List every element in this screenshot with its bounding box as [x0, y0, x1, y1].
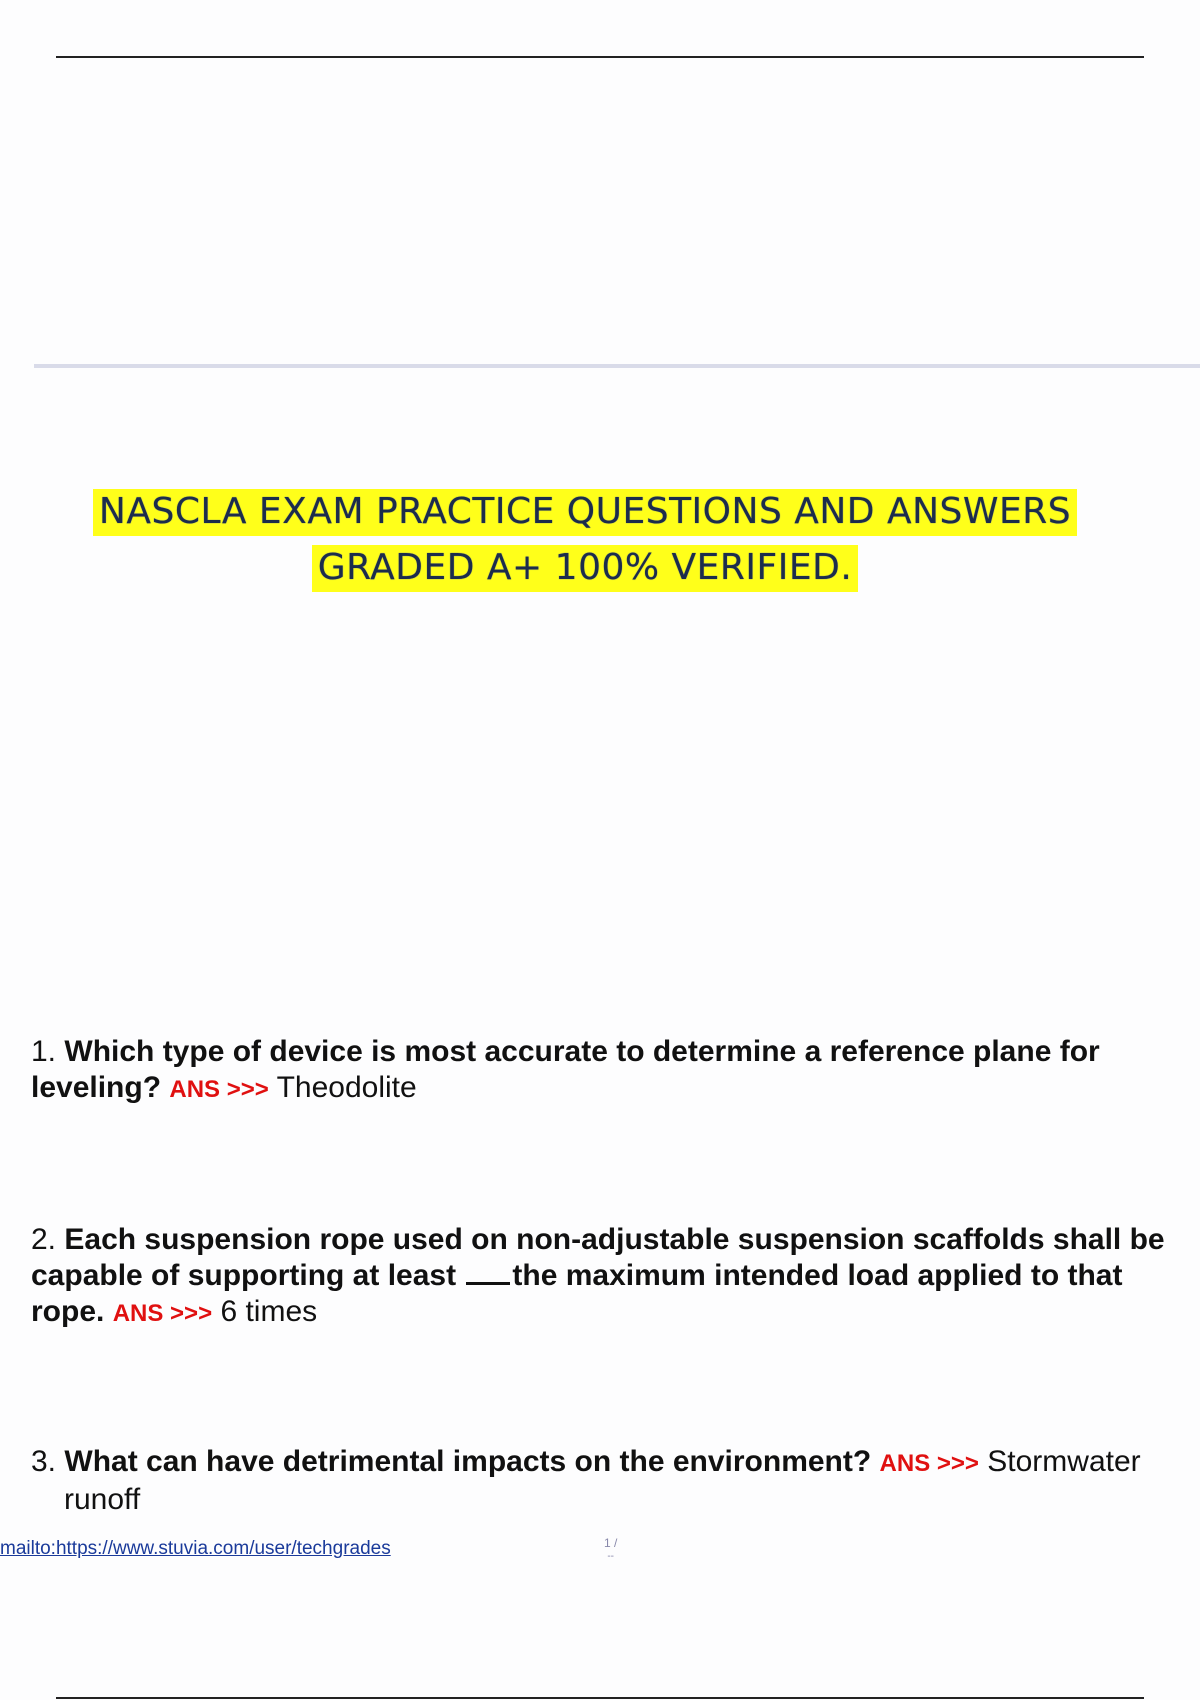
bottom-rule [56, 1697, 1144, 1699]
page-number [604, 1536, 617, 1564]
answer-label: ANS >>> [112, 1300, 213, 1327]
question-1 [31, 1034, 1200, 1108]
question-text: What can have detrimental impacts on the environment? [64, 1445, 872, 1478]
title-line-2: GRADED A+ 100% VERIFIED. [312, 545, 859, 592]
answer-text-cont: runoff [64, 1483, 141, 1516]
question-number: 1. [31, 1035, 57, 1068]
page-number-dash: -- [607, 1551, 614, 1562]
answer-label: ANS >>> [169, 1076, 269, 1103]
answer-text: 6 times [220, 1295, 318, 1328]
separator-rule [34, 364, 1200, 368]
page-number-text: 1 / [604, 1536, 618, 1550]
answer-label: ANS >>> [879, 1450, 979, 1477]
footer-link[interactable]: mailto:https://www.stuvia.com/user/techgrades [0, 1538, 391, 1559]
answer-text: Stormwater [987, 1445, 1141, 1478]
question-number: 2. [31, 1223, 57, 1256]
question-number: 3. [31, 1445, 57, 1478]
answer-text: Theodolite [276, 1071, 417, 1104]
fill-in-blank [466, 1260, 510, 1285]
question-2 [31, 1222, 1200, 1332]
question-text: Each suspension rope used on non-adjustable suspension scaffolds shall be capable of supporting at least [31, 1223, 1165, 1292]
question-3 [31, 1444, 1200, 1518]
title-line-1: NASCLA EXAM PRACTICE QUESTIONS AND ANSWERS [93, 489, 1077, 536]
question-text: Which type of device is most accurate to determine a reference plane for leveling? [31, 1035, 1100, 1104]
top-rule [56, 56, 1144, 58]
document-title [0, 484, 1170, 596]
question-text-cont: the maximum intended load applied to that rope. [31, 1259, 1123, 1328]
